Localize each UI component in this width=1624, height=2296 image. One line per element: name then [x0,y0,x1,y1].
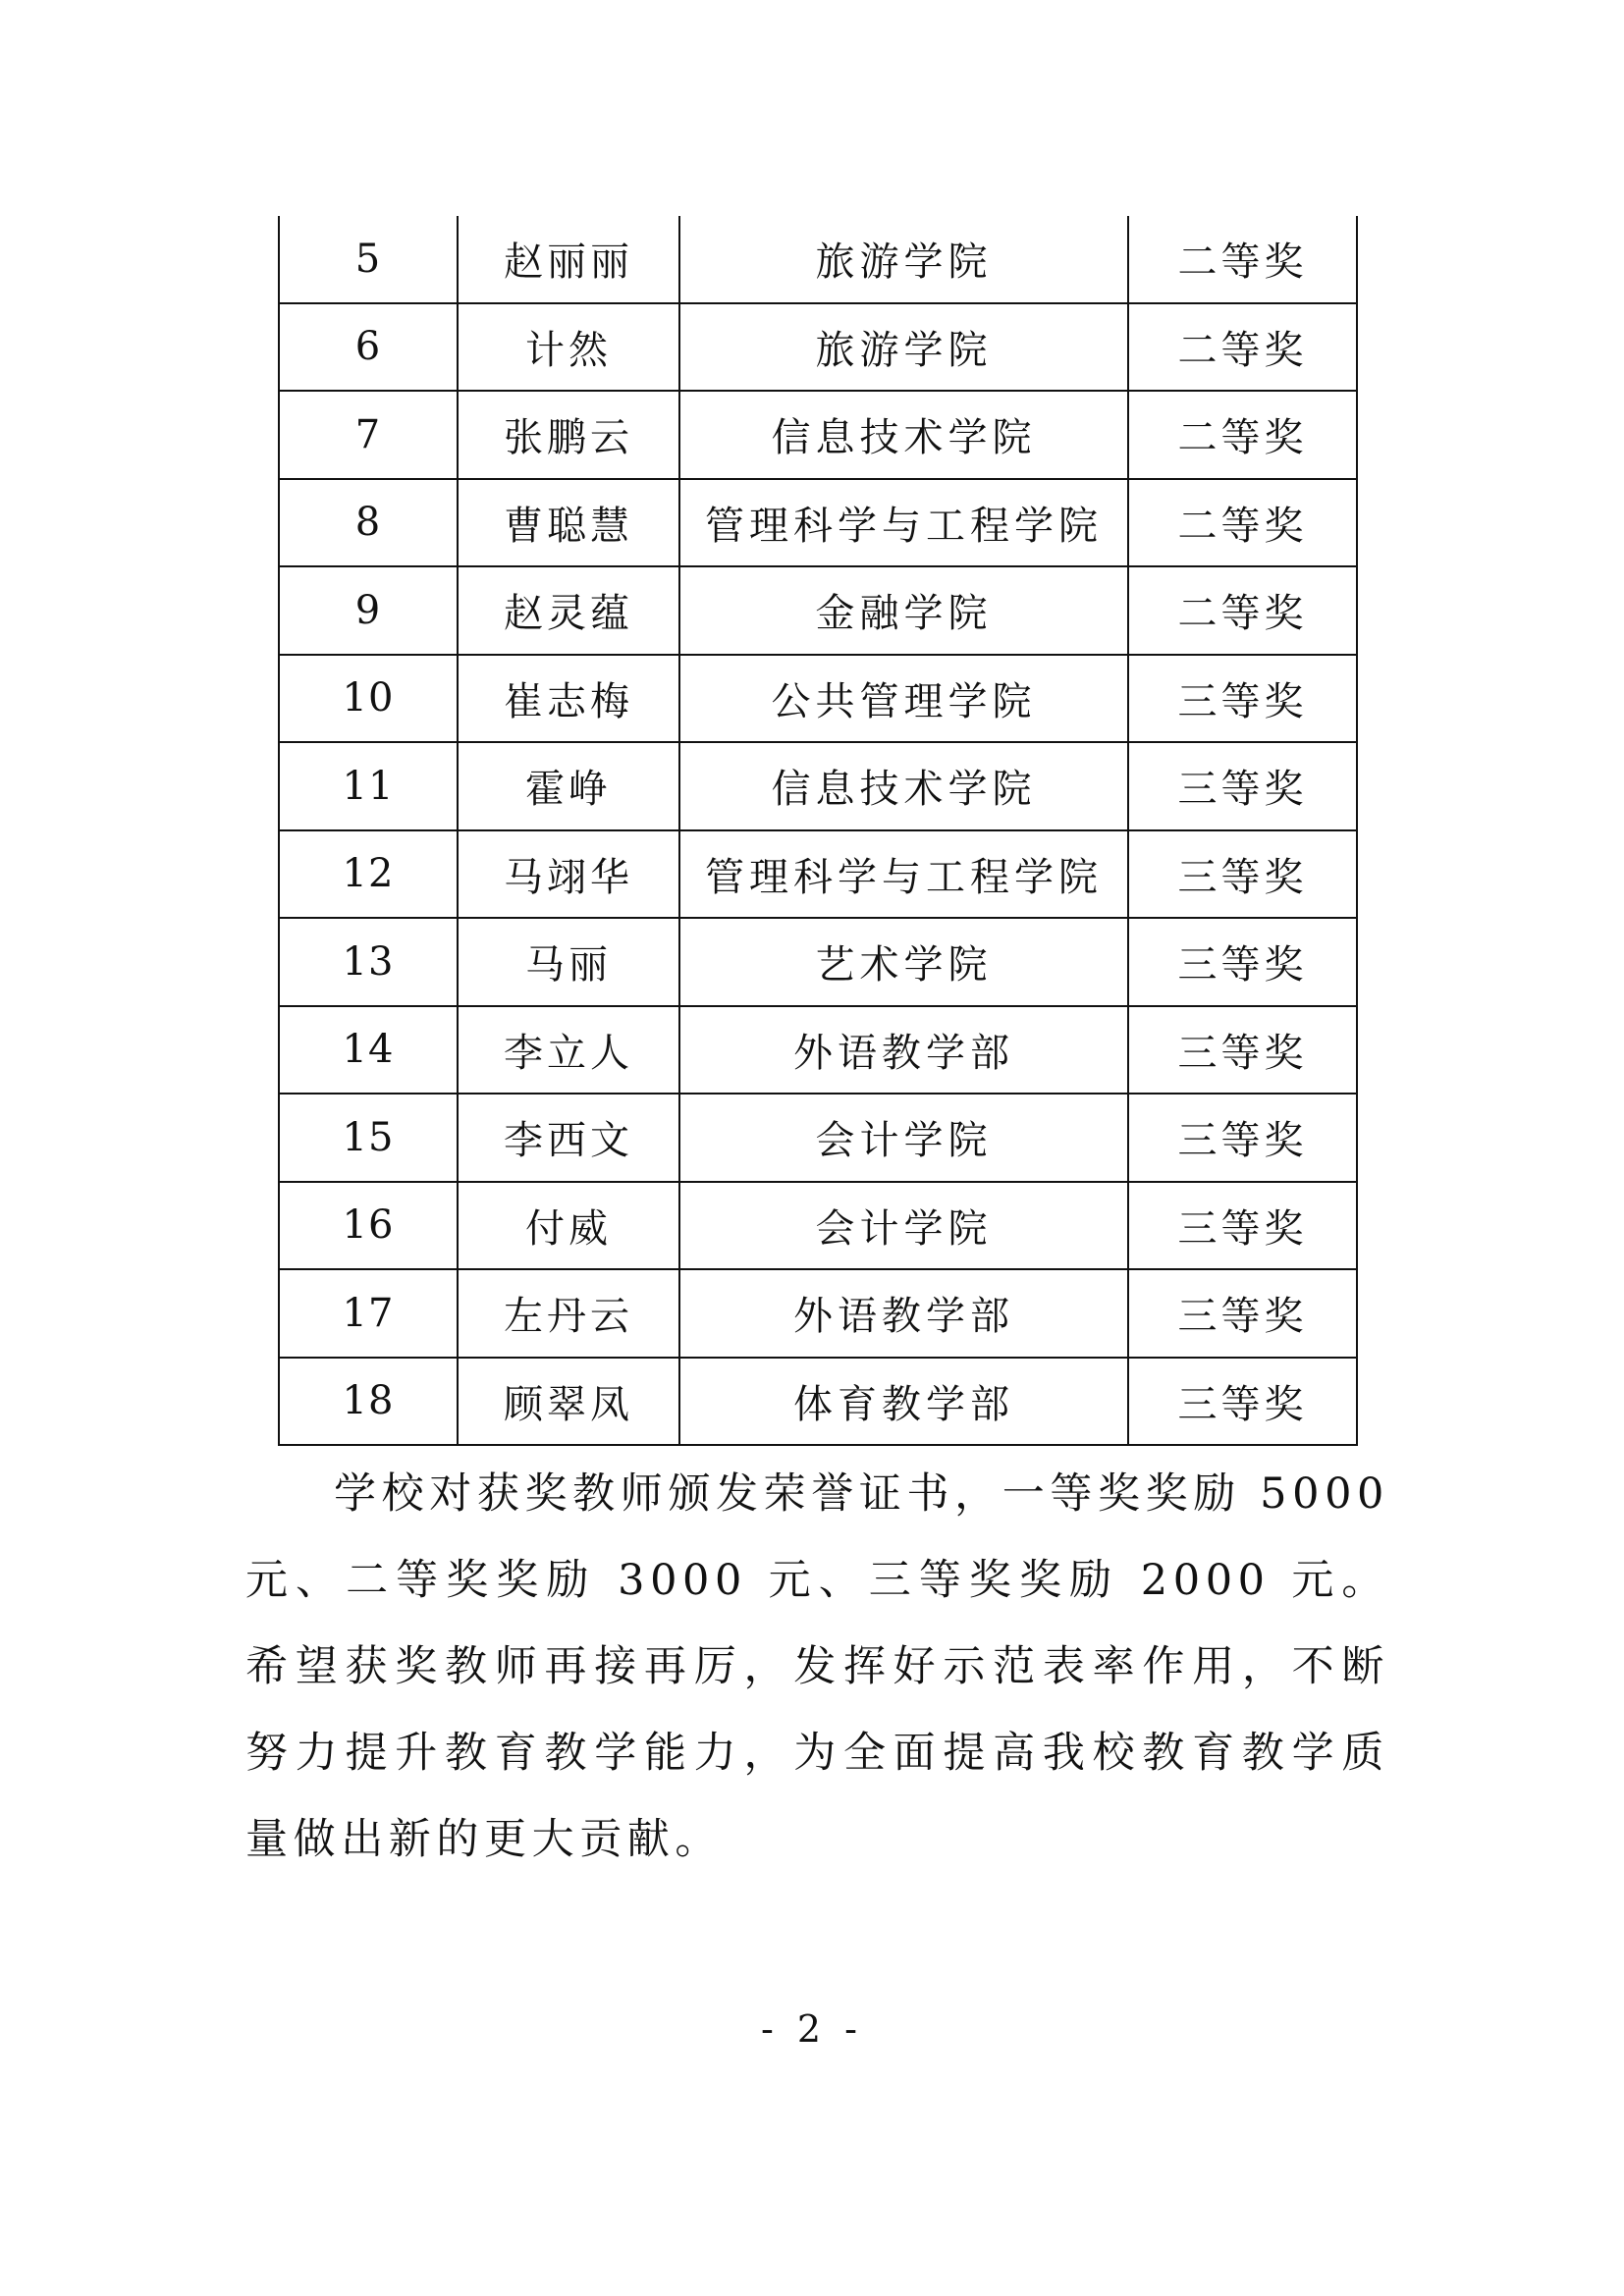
teacher-name-cell: 赵丽丽 [458,216,679,303]
award-level-cell: 二等奖 [1128,303,1357,392]
teacher-name-cell: 左丹云 [458,1269,679,1358]
table-row [279,918,1357,1006]
teacher-name-cell: 计然 [458,303,679,392]
award-level-cell: 二等奖 [1128,216,1357,303]
table-row [279,303,1357,392]
award-level-cell: 三等奖 [1128,830,1357,919]
teacher-name-cell: 马丽 [458,918,679,1006]
table-row [279,830,1357,919]
serial-number-cell: 15 [279,1094,458,1182]
teacher-name-cell: 曹聪慧 [458,479,679,567]
table-row [279,1269,1357,1358]
award-level-cell: 三等奖 [1128,1358,1357,1446]
table-row [279,655,1357,743]
serial-number-cell: 9 [279,566,458,655]
serial-number-cell: 6 [279,303,458,392]
table-row [279,1094,1357,1182]
college-cell: 体育教学部 [679,1358,1128,1446]
serial-number-cell: 7 [279,391,458,479]
serial-number-cell: 5 [279,216,458,303]
award-level-cell: 三等奖 [1128,1269,1357,1358]
award-level-cell: 三等奖 [1128,742,1357,830]
award-level-cell: 三等奖 [1128,1182,1357,1270]
college-cell: 信息技术学院 [679,742,1128,830]
award-level-cell: 二等奖 [1128,566,1357,655]
table-row [279,479,1357,567]
college-cell: 旅游学院 [679,303,1128,392]
college-cell: 会计学院 [679,1094,1128,1182]
award-level-cell: 三等奖 [1128,918,1357,1006]
teacher-name-cell: 马翊华 [458,830,679,919]
college-cell: 管理科学与工程学院 [679,479,1128,567]
table-row [279,1182,1357,1270]
award-level-cell: 二等奖 [1128,391,1357,479]
teacher-name-cell: 崔志梅 [458,655,679,743]
serial-number-cell: 14 [279,1006,458,1095]
award-table-body [279,216,1357,1445]
table-row [279,1358,1357,1446]
serial-number-cell: 11 [279,742,458,830]
college-cell: 公共管理学院 [679,655,1128,743]
serial-number-cell: 12 [279,830,458,919]
serial-number-cell: 16 [279,1182,458,1270]
teacher-name-cell: 顾翠凤 [458,1358,679,1446]
teacher-name-cell: 李西文 [458,1094,679,1182]
serial-number-cell: 8 [279,479,458,567]
college-cell: 艺术学院 [679,918,1128,1006]
award-level-cell: 三等奖 [1128,655,1357,743]
teacher-name-cell: 张鹏云 [458,391,679,479]
table-row [279,216,1357,303]
college-cell: 金融学院 [679,566,1128,655]
college-cell: 管理科学与工程学院 [679,830,1128,919]
serial-number-cell: 10 [279,655,458,743]
college-cell: 信息技术学院 [679,391,1128,479]
teacher-name-cell: 霍峥 [458,742,679,830]
award-level-cell: 二等奖 [1128,479,1357,567]
college-cell: 外语教学部 [679,1006,1128,1095]
teacher-name-cell: 李立人 [458,1006,679,1095]
table-row [279,1006,1357,1095]
serial-number-cell: 18 [279,1358,458,1446]
award-level-cell: 三等奖 [1128,1094,1357,1182]
college-cell: 会计学院 [679,1182,1128,1270]
table-row [279,742,1357,830]
college-cell: 旅游学院 [679,216,1128,303]
teacher-name-cell: 付威 [458,1182,679,1270]
award-description-paragraph: 学校对获奖教师颁发荣誉证书，一等奖奖励 5000 元、二等奖奖励 3000 元、三等奖奖励 2000 元。希望获奖教师再接再厉，发挥好示范表率作用，不断努力提升教育教学能力，为全面提高我校教育教学质量做出新的更大贡献。 [245,1469,1389,1864]
serial-number-cell: 13 [279,918,458,1006]
teacher-name-cell: 赵灵蕴 [458,566,679,655]
table-row [279,566,1357,655]
award-table [278,216,1358,1446]
table-row [279,391,1357,479]
college-cell: 外语教学部 [679,1269,1128,1358]
award-level-cell: 三等奖 [1128,1006,1357,1095]
serial-number-cell: 17 [279,1269,458,1358]
page-number: - 2 - [760,2007,863,2051]
